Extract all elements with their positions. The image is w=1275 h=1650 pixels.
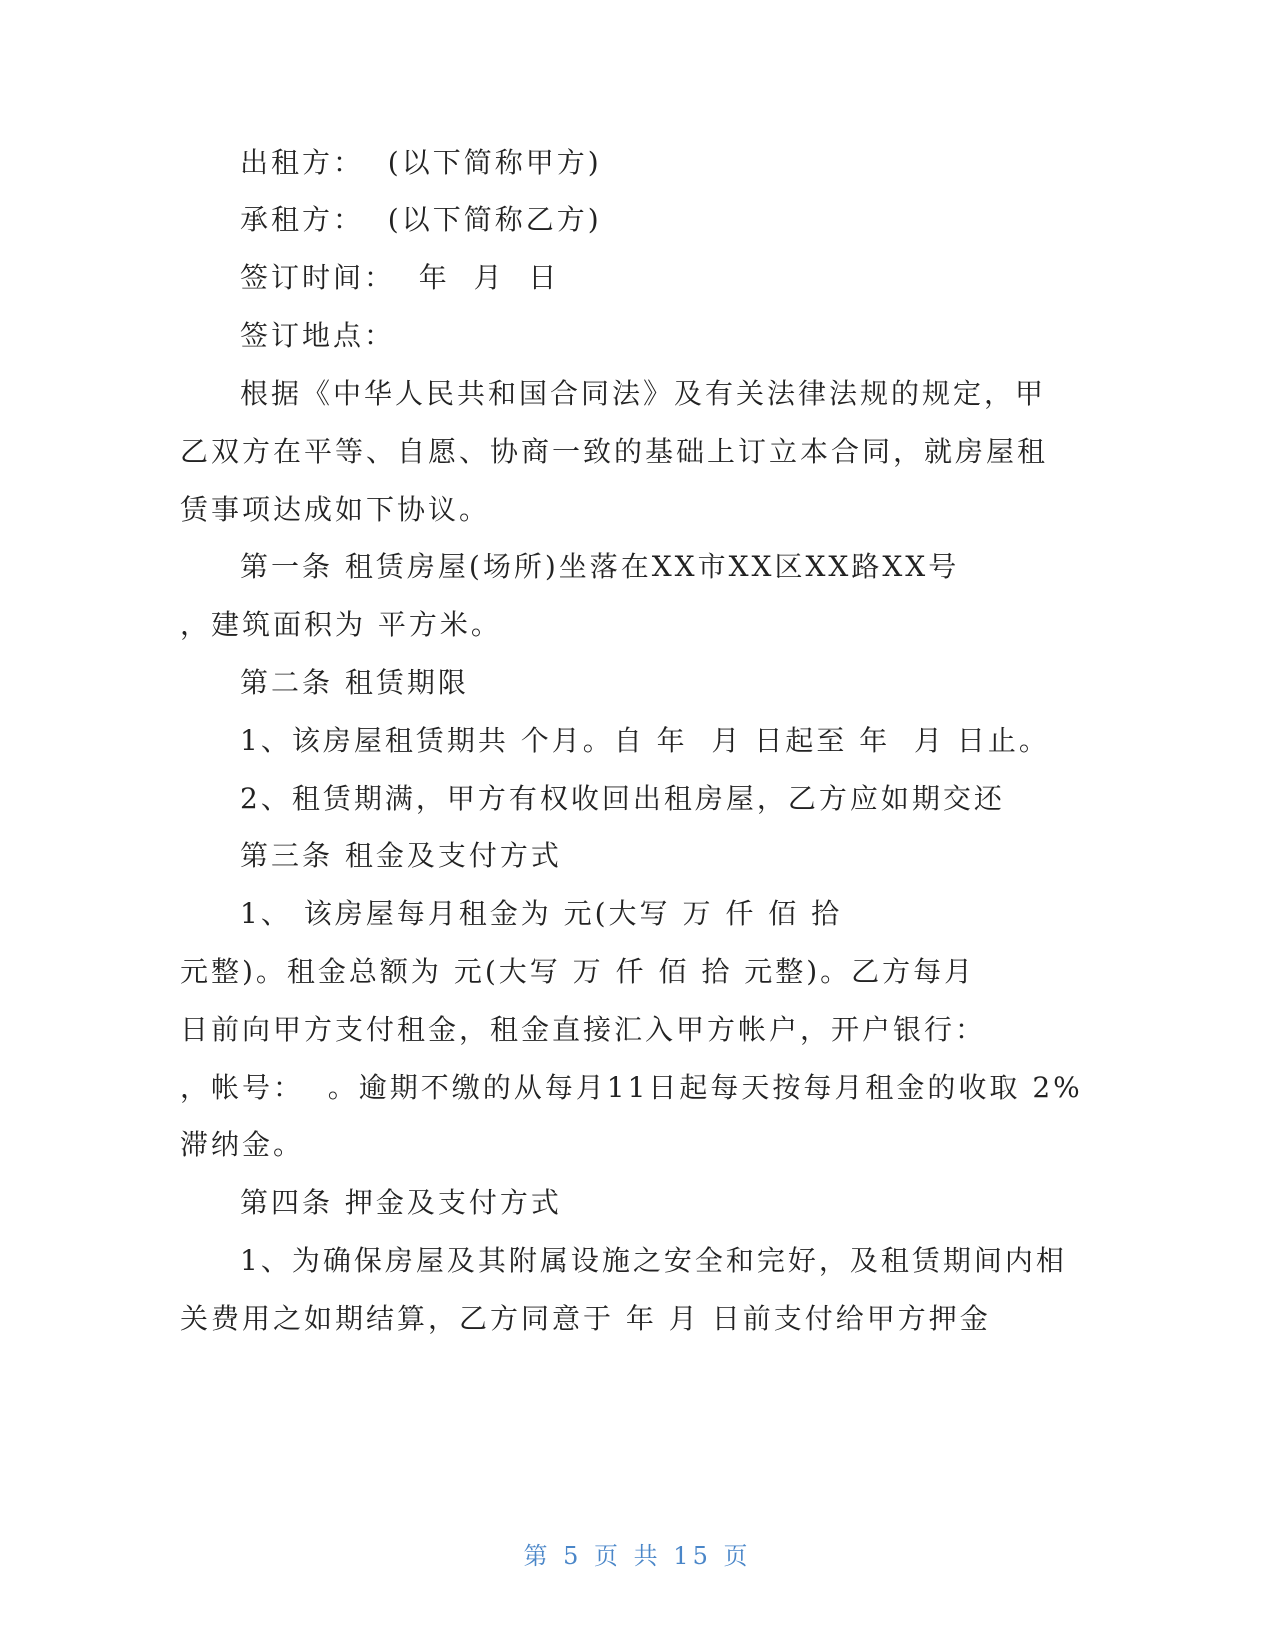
article-2-heading: 第二条 租赁期限 [240, 666, 469, 699]
article-3-item-1-line-4: ，帐号： 。逾期不缴的从每月11日起每天按每月租金的收取 2% [180, 1071, 1083, 1104]
article-3-item-1-line-3: 日前向甲方支付租金，租金直接汇入甲方帐户，开户银行： [180, 1013, 987, 1046]
preamble-line-1: 根据《中华人民共和国合同法》及有关法律法规的规定，甲 [240, 377, 1047, 410]
article-4-item-1-line-2: 关费用之如期结算，乙方同意于 年 月 日前支付给甲方押金 [180, 1302, 991, 1335]
article-2-item-1: 1、该房屋租赁期共 个月。自 年 月 日起至 年 月 日止。 [240, 724, 1050, 757]
signing-place-line: 签订地点： [240, 319, 396, 352]
article-1-line-1: 第一条 租赁房屋(场所)坐落在XX市XX区XX路XX号 [240, 550, 960, 583]
lessor-line: 出租方： (以下简称甲方) [240, 146, 602, 179]
article-2-item-2: 2、租赁期满，甲方有权收回出租房屋，乙方应如期交还 [240, 782, 1005, 815]
preamble-line-3: 赁事项达成如下协议。 [180, 493, 491, 526]
article-3-item-1-line-2: 元整)。租金总额为 元(大写 万 仟 佰 拾 元整)。乙方每月 [180, 955, 976, 988]
lessee-line: 承租方： (以下简称乙方) [240, 203, 602, 236]
page-number-footer: 第 5 页 共 15 页 [523, 1542, 752, 1570]
article-3-item-1-line-1: 1、 该房屋每月租金为 元(大写 万 仟 佰 拾 [240, 897, 843, 930]
article-4-heading: 第四条 押金及支付方式 [240, 1186, 562, 1219]
article-1-line-2: ，建筑面积为 平方米。 [180, 608, 502, 641]
article-3-heading: 第三条 租金及支付方式 [240, 839, 562, 872]
preamble-line-2: 乙双方在平等、自愿、协商一致的基础上订立本合同，就房屋租 [180, 435, 1049, 468]
article-4-item-1-line-1: 1、为确保房屋及其附属设施之安全和完好，及租赁期间内相 [240, 1244, 1067, 1277]
article-3-item-1-line-5: 滞纳金。 [180, 1128, 305, 1161]
signing-date-line: 签订时间： 年 月 日 [240, 261, 560, 294]
